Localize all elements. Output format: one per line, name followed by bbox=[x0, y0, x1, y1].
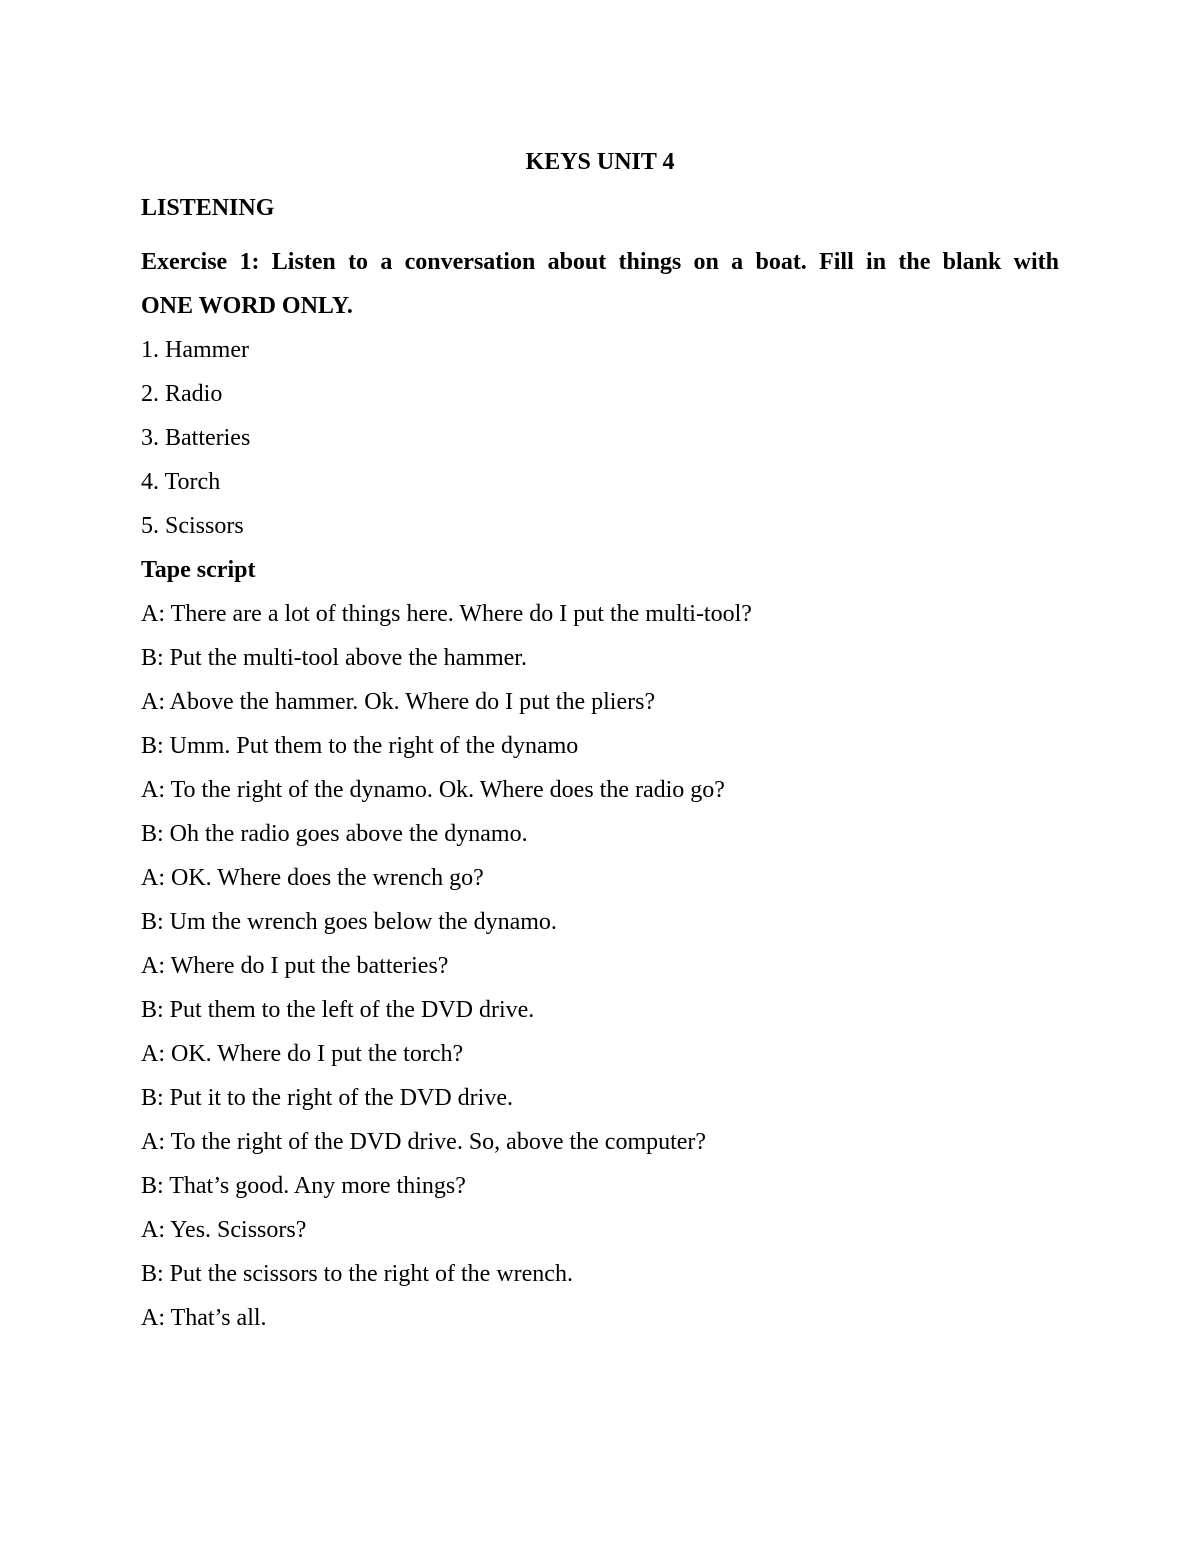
answer-item: 5. Scissors bbox=[141, 513, 244, 539]
exercise-instruction bbox=[141, 240, 1059, 328]
script-line: B: Put it to the right of the DVD drive. bbox=[141, 1085, 513, 1111]
script-line: B: Put them to the left of the DVD drive. bbox=[141, 997, 535, 1023]
script-line: B: Um the wrench goes below the dynamo. bbox=[141, 909, 557, 935]
script-line: A: That’s all. bbox=[141, 1305, 267, 1331]
script-line: B: Put the multi-tool above the hammer. bbox=[141, 645, 527, 671]
script-line: A: OK. Where do I put the torch? bbox=[141, 1041, 464, 1067]
script-line: A: Where do I put the batteries? bbox=[141, 953, 449, 979]
script-line: A: There are a lot of things here. Where do I put the multi-tool? bbox=[141, 601, 752, 627]
document-body bbox=[141, 140, 1059, 1340]
answer-item: 4. Torch bbox=[141, 469, 221, 495]
script-line: A: To the right of the dynamo. Ok. Where does the radio go? bbox=[141, 777, 725, 803]
answer-item: 2. Radio bbox=[141, 381, 223, 407]
script-line: A: OK. Where does the wrench go? bbox=[141, 865, 484, 891]
exercise-instruction-line2: ONE WORD ONLY. bbox=[141, 293, 353, 319]
section-heading: LISTENING bbox=[141, 195, 275, 221]
answer-item: 1. Hammer bbox=[141, 337, 249, 363]
document-title: KEYS UNIT 4 bbox=[525, 149, 675, 175]
answer-list bbox=[141, 328, 1059, 548]
script-line: A: Yes. Scissors? bbox=[141, 1217, 307, 1243]
tape-script-list bbox=[141, 592, 1059, 1340]
exercise-instruction-line1: Exercise 1: Listen to a conversation about things on a boat. Fill in the blank with bbox=[141, 249, 1059, 275]
script-line: B: That’s good. Any more things? bbox=[141, 1173, 466, 1199]
tape-script-heading: Tape script bbox=[141, 557, 256, 583]
script-line: B: Umm. Put them to the right of the dynamo bbox=[141, 733, 579, 759]
script-line: B: Put the scissors to the right of the wrench. bbox=[141, 1261, 573, 1287]
answer-item: 3. Batteries bbox=[141, 425, 251, 451]
script-line: A: Above the hammer. Ok. Where do I put the pliers? bbox=[141, 689, 656, 715]
script-line: B: Oh the radio goes above the dynamo. bbox=[141, 821, 528, 847]
script-line: A: To the right of the DVD drive. So, above the computer? bbox=[141, 1129, 707, 1155]
